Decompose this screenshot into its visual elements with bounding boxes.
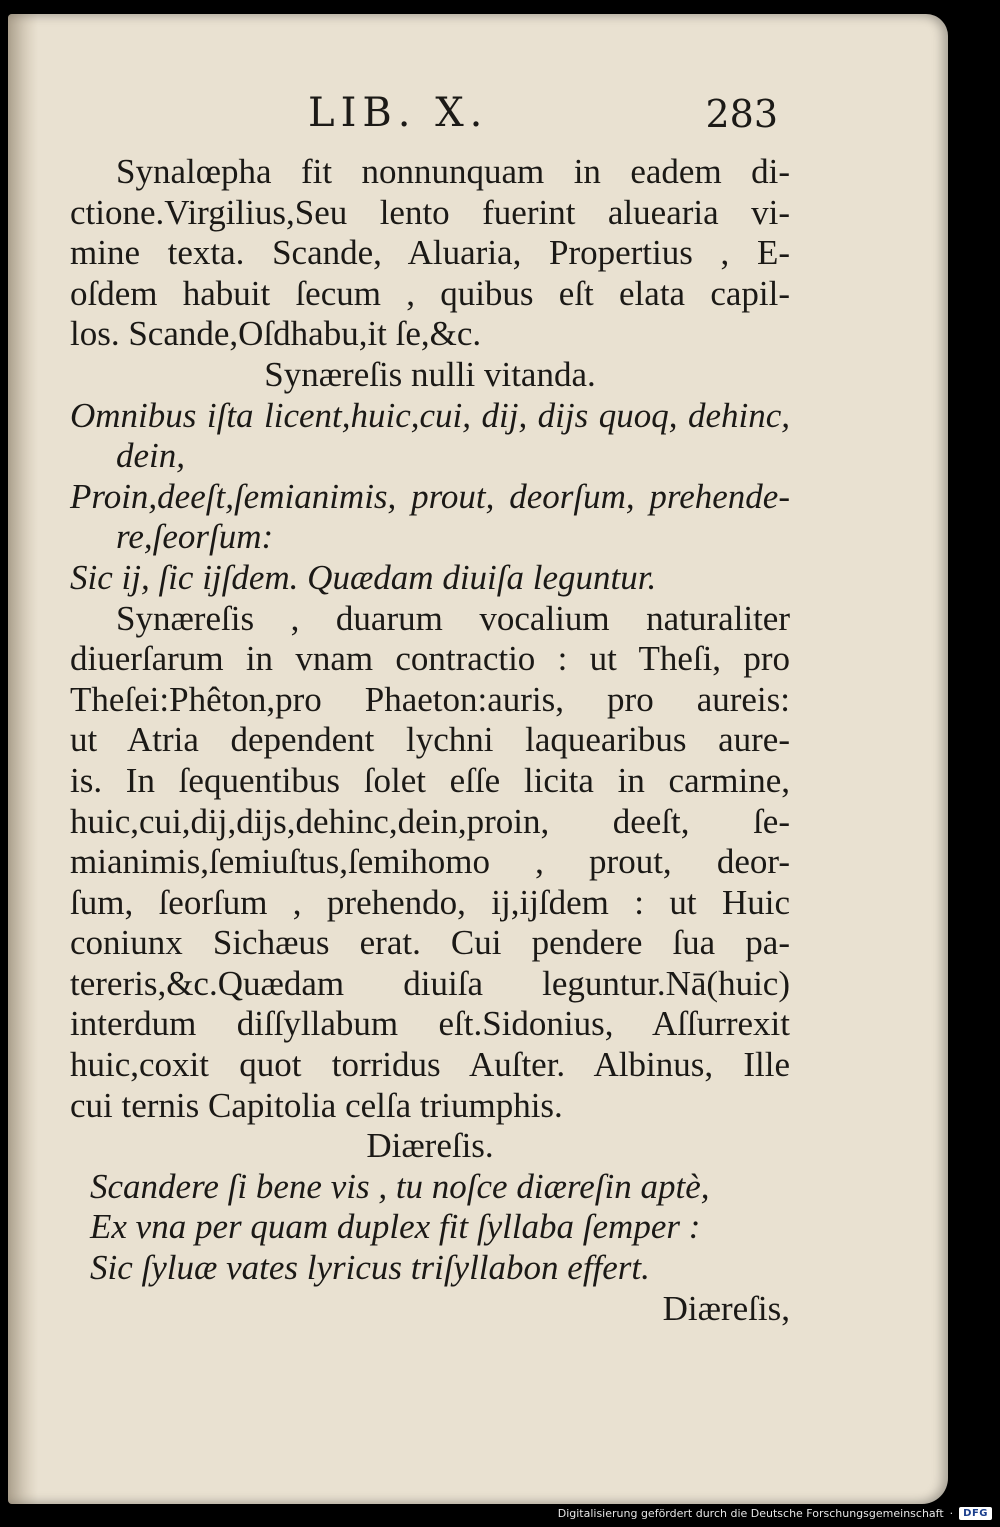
text-line: Diæreſis. [366,1126,494,1166]
text-line: ctione.Virgilius,Seu lento fuerint aluearia vi- [70,192,790,232]
book-page [8,14,948,1504]
text-line: Synæreſis nulli vitanda. [264,354,596,394]
text-line: is. In ſequentibus ſolet eſſe licita in carmine, [70,760,790,800]
text-line: Ex vna per quam duplex fit ſyllaba ſemper : [90,1207,701,1247]
page-number: 283 [705,92,778,136]
text-line: coniunx Sichæus erat. Cui pendere ſua pa- [70,923,790,963]
page-text [70,152,790,1329]
text-line: Diæreſis, [662,1288,790,1328]
text-line: ut Atria dependent lychni laquearibus aure- [70,720,790,760]
digitization-footer: Digitalisierung gefördert durch die Deutsche Forschungsgemeinschaft · DFG [558,1505,992,1521]
text-line: Theſei:Phêton,pro Phaeton:auris, pro aureis: [70,679,790,719]
text-line: interdum diſſyllabum eſt.Sidonius, Aſſurrexit [70,1004,790,1044]
text-line: huic,coxit quot torridus Auſter. Albinus, Ille [70,1045,790,1085]
text-line: huic,cui,dij,dijs,dehinc,dein,proin, deeſt, ſe- [70,801,790,841]
text-line: dein, [116,436,186,476]
text-line: Scandere ſi bene vis , tu noſce diæreſin aptè, [90,1166,710,1206]
text-line: tereris,&c.Quædam diuiſa leguntur.Nā(huic) [70,963,790,1003]
text-line: Omnibus iſta licent,huic,cui, dij, dijs quoq, dehinc, [70,395,790,435]
running-head [308,90,778,140]
text-line: Sic ſyluæ vates lyricus triſyllabon effert. [90,1248,650,1288]
text-line: Sic ij, ſic ijſdem. Quædam diuiſa leguntur. [70,557,657,597]
text-line: re,ſeorſum: [116,517,274,557]
text-line: Synæreſis , duarum vocalium naturaliter [116,598,790,638]
text-line: ſum, ſeorſum , prehendo, ij,ijſdem : ut Huic [70,882,790,922]
running-title: LIB. X. [308,90,489,136]
text-line: cui ternis Capitolia celſa triumphis. [70,1085,563,1125]
text-line: mine texta. Scande, Aluaria, Propertius , E- [70,233,790,273]
text-line: mianimis,ſemiuſtus,ſemihomo , prout, deor- [70,842,790,882]
footer-credit: Digitalisierung gefördert durch die Deutsche Forschungsgemeinschaft [557,1506,944,1520]
dfg-logo: DFG [959,1507,992,1520]
text-line: Proin,deeſt,ſemianimis, prout, deorſum, prehende- [70,476,790,516]
text-line: los. Scande,Oſdhabu,it ſe,&c. [70,314,482,354]
text-line: Synalœpha fit nonnunquam in eadem di- [116,152,790,191]
text-line: oſdem habuit ſecum , quibus eſt elata capil- [70,273,790,313]
text-line: diuerſarum in vnam contractio : ut Theſi, pro [70,639,790,679]
